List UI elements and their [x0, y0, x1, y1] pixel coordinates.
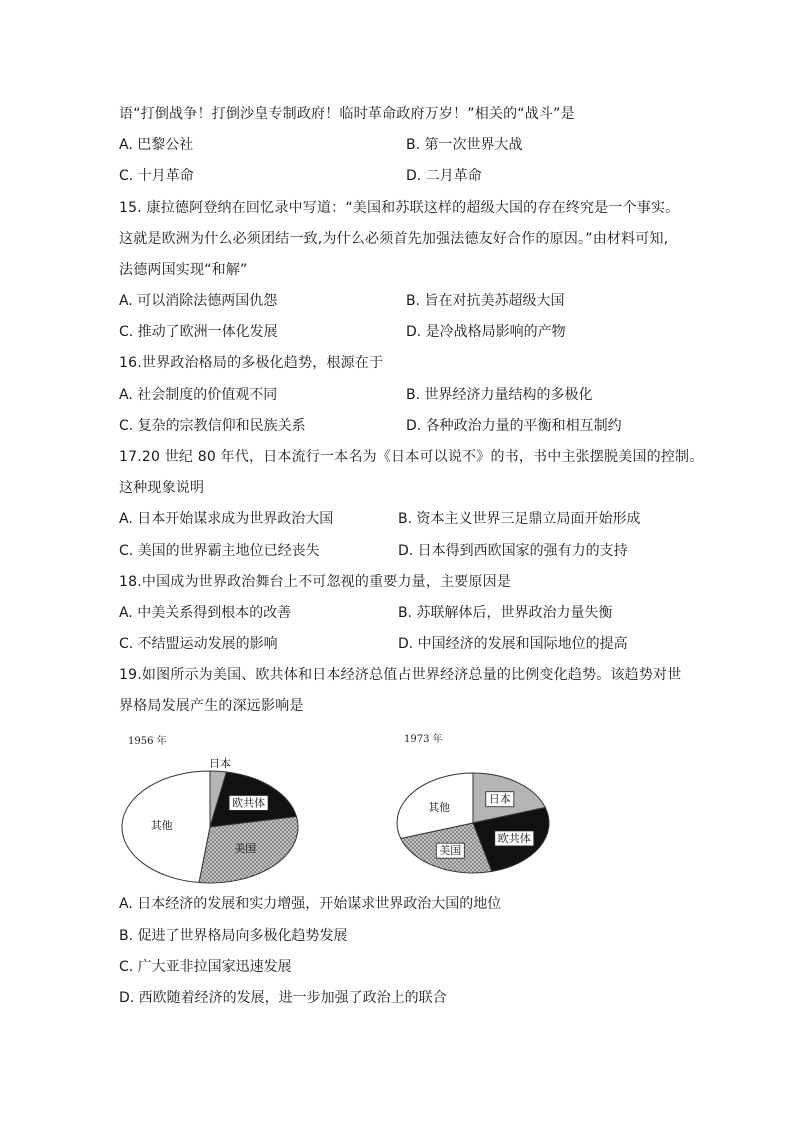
q16-option-a[interactable]: A. 社会制度的价值观不同 [119, 387, 278, 403]
pie-label-1956-1: 欧共体 [232, 796, 266, 810]
q15-option-d[interactable]: D. 是冷战格局影响的产物 [406, 324, 566, 340]
pie-label-1973-0: 日本 [488, 792, 511, 806]
chart-1973-title: 1973 年 [404, 734, 443, 745]
q14-option-d[interactable]: D. 二月革命 [406, 168, 482, 184]
q19-option-d[interactable]: D. 西欧随着经济的发展，进一步加强了政治上的联合 [119, 990, 447, 1006]
q19-option-c[interactable]: C. 广大亚非拉国家迅速发展 [119, 959, 292, 975]
q18-stem: 18.中国成为世界政治舞台上不可忽视的重要力量，主要原因是 [119, 574, 512, 590]
q14-stem-tail: 语“打倒战争！打倒沙皇专制政府！临时革命政府万岁！”相关的“战斗”是 [119, 106, 575, 122]
q15-stem-line-1: 15. 康拉德阿登纳在回忆录中写道：“美国和苏联这样的超级大国的存在终究是一个事实。 [119, 200, 680, 216]
q18-option-b[interactable]: B. 苏联解体后，世界政治力量失衡 [398, 605, 613, 621]
q15-option-a[interactable]: A. 可以消除法德两国仇怨 [119, 293, 278, 309]
q17-stem-line-2: 这种现象说明 [119, 480, 205, 496]
q17-stem-line-1: 17.20 世纪 80 年代，日本流行一本名为《日本可以说不》的书，书中主张摆脱美国的控制。 [119, 449, 704, 465]
q15-option-b[interactable]: B. 旨在对抗美苏超级大国 [406, 293, 565, 309]
pie-label-1956-2: 美国 [234, 842, 257, 856]
q18-option-d[interactable]: D. 中国经济的发展和国际地位的提高 [398, 636, 628, 652]
q15-stem-line-2: 这就是欧洲为什么必须团结一致,为什么必须首先加强法德友好合作的原因。”由材料可知, [119, 231, 669, 247]
q15-stem-line-3: 法德两国实现“和解” [119, 262, 248, 278]
q15-option-c[interactable]: C. 推动了欧洲一体化发展 [119, 324, 278, 340]
pie-label-1956-3: 其他 [150, 819, 173, 833]
q19-stem-line-2: 界格局发展产生的深远影响是 [119, 698, 304, 714]
pie-label-1973-2: 美国 [439, 844, 462, 858]
pie-chart-1973 [388, 765, 568, 885]
pie-label-1956-0: 日本 [209, 757, 231, 770]
q16-option-b[interactable]: B. 世界经济力量结构的多极化 [406, 387, 593, 403]
q18-option-c[interactable]: C. 不结盟运动发展的影响 [119, 636, 278, 652]
q17-option-b[interactable]: B. 资本主义世界三足鼎立局面开始形成 [398, 511, 641, 527]
pie-label-1973-1: 欧共体 [497, 831, 531, 845]
pie-chart-1956 [110, 745, 310, 895]
q17-option-d[interactable]: D. 日本得到西欧国家的强有力的支持 [398, 543, 628, 559]
q14-option-b[interactable]: B. 第一次世界大战 [406, 137, 523, 153]
q14-option-c[interactable]: C. 十月革命 [119, 168, 194, 184]
q19-option-a[interactable]: A. 日本经济的发展和实力增强，开始谋求世界政治大国的地位 [119, 896, 502, 912]
q17-option-a[interactable]: A. 日本开始谋求成为世界政治大国 [119, 511, 334, 527]
q16-option-c[interactable]: C. 复杂的宗教信仰和民族关系 [119, 418, 306, 434]
q19-option-b[interactable]: B. 促进了世界格局向多极化趋势发展 [119, 928, 348, 944]
chart-1956-title: 1956 年 [128, 736, 167, 747]
q16-option-d[interactable]: D. 各种政治力量的平衡和相互制约 [406, 418, 622, 434]
q14-option-a[interactable]: A. 巴黎公社 [119, 137, 194, 153]
q19-stem-line-1: 19.如图所示为美国、欧共体和日本经济总值占世界经济总量的比例变化趋势。该趋势对世 [119, 667, 682, 683]
q16-stem: 16.世界政治格局的多极化趋势，根源在于 [119, 355, 384, 371]
q18-option-a[interactable]: A. 中美关系得到根本的改善 [119, 605, 292, 621]
q17-option-c[interactable]: C. 美国的世界霸主地位已经丧失 [119, 543, 320, 559]
pie-label-1973-3: 其他 [428, 800, 451, 814]
